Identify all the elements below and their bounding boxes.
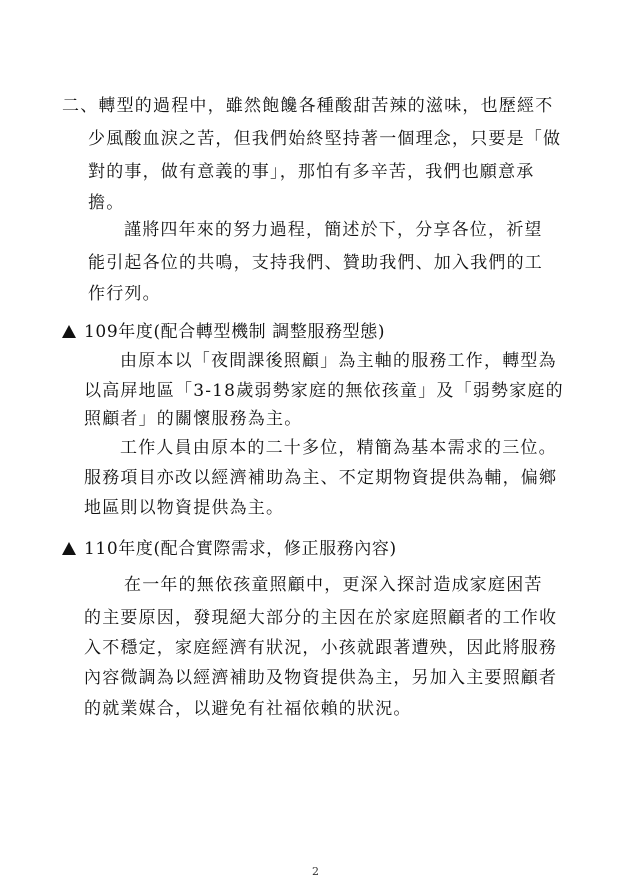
year-110-heading-text: 110年度(配合實際需求，修正服務內容): [84, 539, 397, 559]
triangle-bullet-icon: [62, 542, 76, 555]
year-110-heading: [62, 539, 397, 559]
year-109-line-1: 由原本以「夜間課後照顧」為主軸的服務工作，轉型為: [120, 351, 557, 371]
year-109-line-4: 工作人員由原本的二十多位，精簡為基本需求的三位。: [120, 438, 557, 458]
year-109-heading-text: 109年度(配合轉型機制 調整服務型態): [84, 322, 386, 342]
year-110-line-3: 入不穩定，家庭經濟有狀況，小孩就跟著遭殃，因此將服務: [84, 638, 558, 658]
section-two-line-2: 少風酸血淚之苦，但我們始終堅持著一個理念，只要是「做: [88, 129, 562, 149]
section-two-line-3: 對的事，做有意義的事」，那怕有多辛苦，我們也願意承: [88, 162, 535, 182]
year-110-line-4: 內容微調為以經濟補助及物資提供為主，另加入主要照顧者: [84, 668, 558, 688]
section-two-line-4: 擔。: [88, 193, 125, 213]
year-109-line-3: 照顧者」的關懷服務為主。: [84, 409, 303, 429]
section-two-line-5: 謹將四年來的努力過程，簡述於下，分享各位，祈望: [124, 220, 543, 240]
year-109-line-2: 以高屏地區「3-18歲弱勢家庭的無依孩童」及「弱勢家庭的: [84, 381, 564, 401]
section-two-line-1: 二、轉型的過程中，雖然飽饞各種酸甜苦辣的滋味，也歷經不: [62, 96, 554, 116]
section-two-line-7: 作行列。: [88, 284, 161, 304]
year-110-line-5: 的就業媒合，以避免有社福依賴的狀況。: [84, 699, 412, 719]
year-110-line-1: 在一年的無依孩童照顧中，更深入探討造成家庭困苦: [124, 575, 543, 595]
year-109-heading: [62, 322, 385, 342]
year-109-line-5: 服務項目亦改以經濟補助為主、不定期物資提供為輔，偏鄉: [84, 468, 558, 488]
page-number: 2: [312, 865, 319, 878]
section-two-line-6: 能引起各位的共鳴，支持我們、贊助我們、加入我們的工: [88, 253, 543, 273]
triangle-bullet-icon: [62, 325, 76, 338]
year-109-line-6: 地區則以物資提供為主。: [84, 498, 285, 518]
year-110-line-2: 的主要原因，發現絕大部分的主因在於家庭照顧者的工作收: [84, 608, 558, 628]
